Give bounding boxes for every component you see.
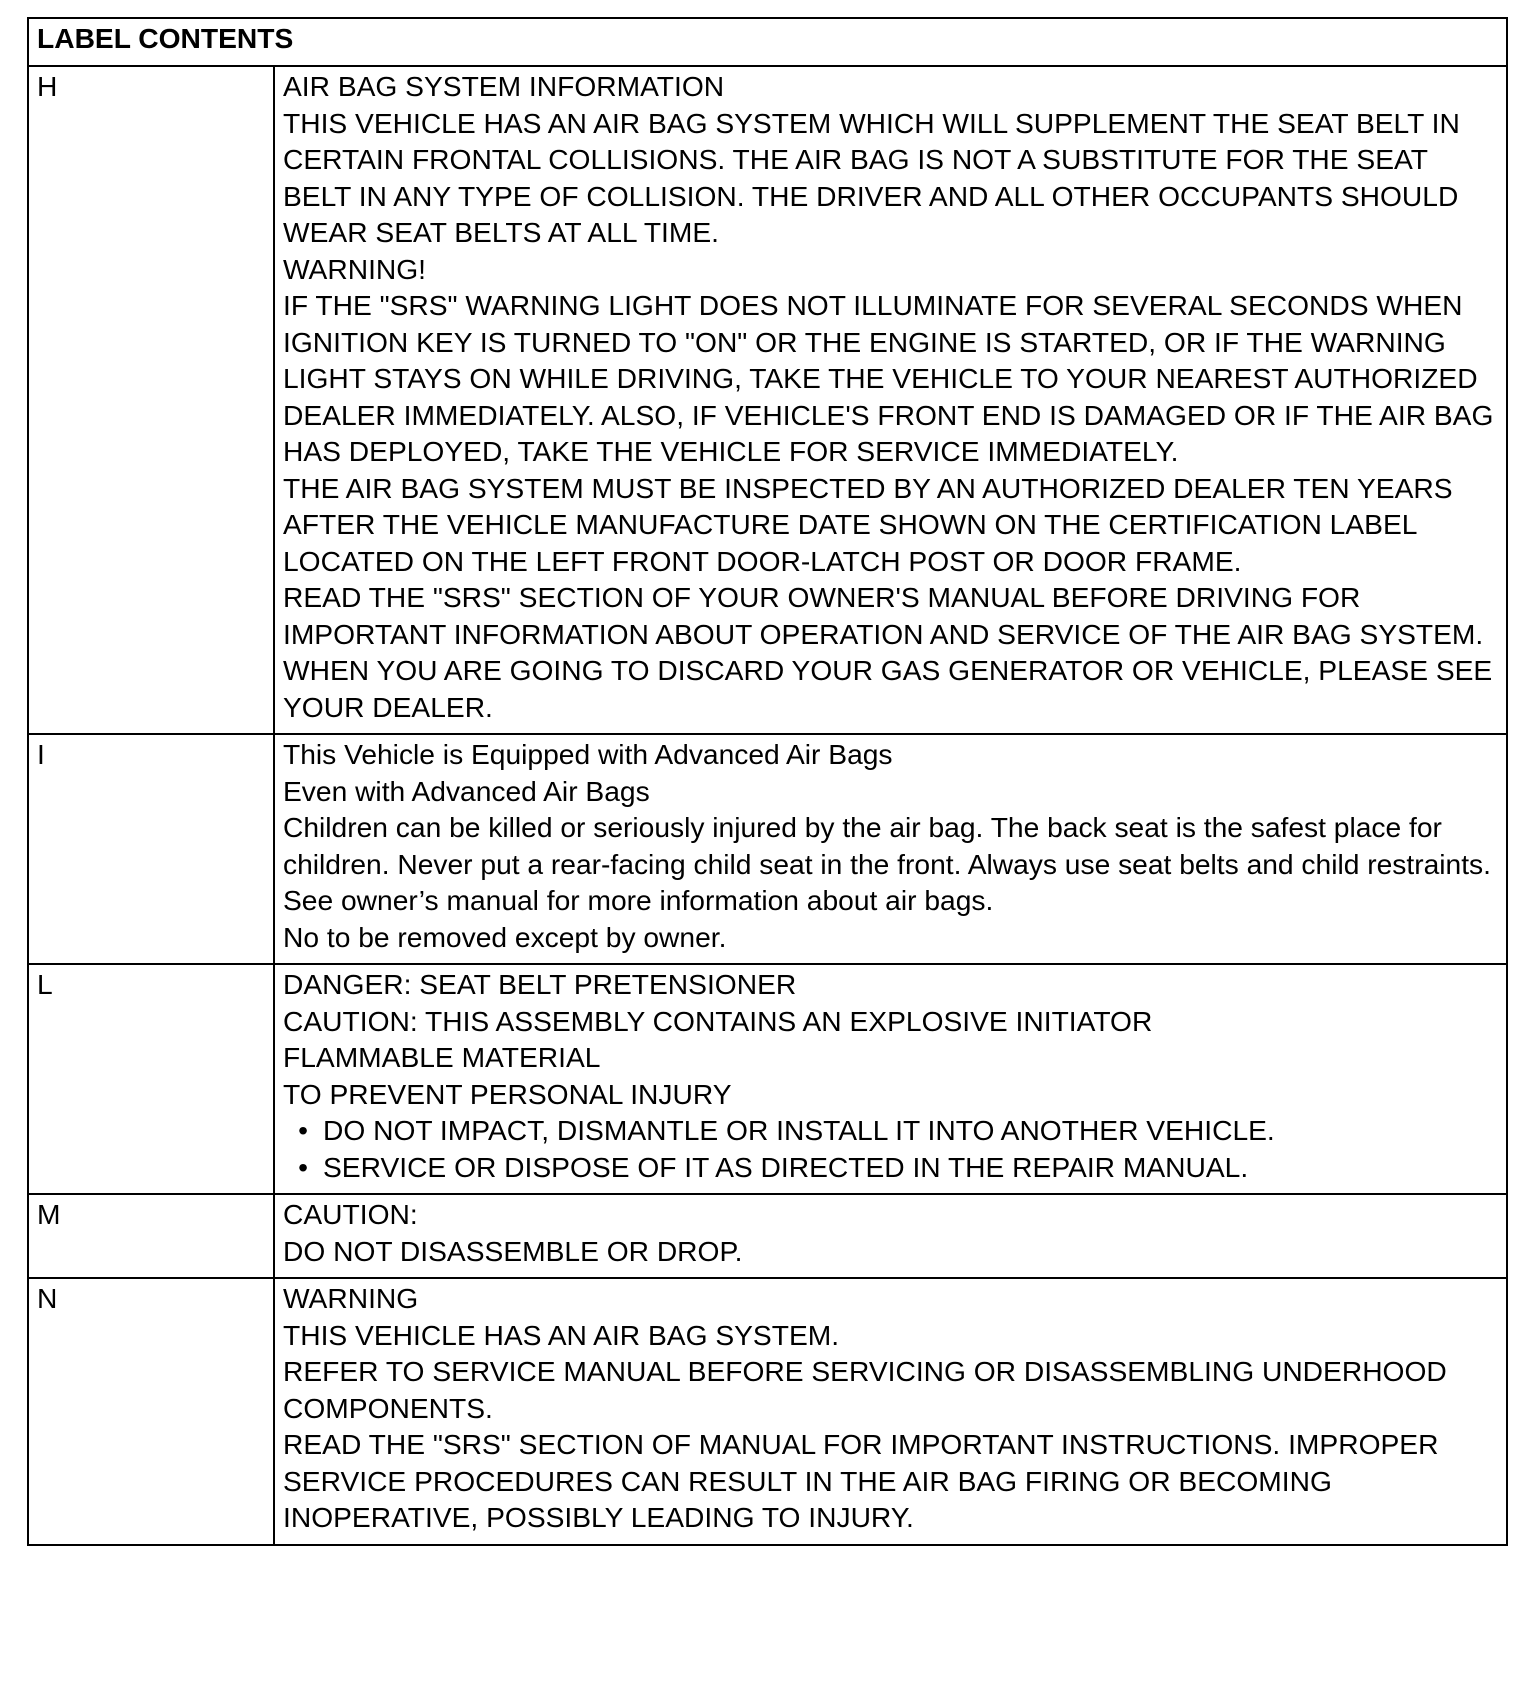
table-row [28,1194,1507,1278]
label-contents-cell [274,1194,1507,1278]
content-line: WARNING! [283,252,427,285]
content-line: This Vehicle is Equipped with Advanced Air Bags [283,738,893,770]
label-contents-cell [274,734,1507,964]
bullet-icon: • [298,1150,308,1183]
content-line: CAUTION: THIS ASSEMBLY CONTAINS AN EXPLOSIVE INITIATOR [283,1004,1153,1037]
content-line: No to be removed except by owner. [283,920,727,953]
table-header-row [28,18,1507,66]
bullet-item [283,1112,1498,1149]
content-line: TO PREVENT PERSONAL INJURY [283,1077,732,1110]
label-contents-cell [274,1278,1507,1545]
content-line: Even with Advanced Air Bags [283,774,650,807]
content-line: DANGER: SEAT BELT PRETENSIONER [283,968,797,1000]
table-row [28,964,1507,1194]
bullet-text: DO NOT IMPACT, DISMANTLE OR INSTALL IT INTO ANOTHER VEHICLE. [323,1114,1275,1146]
table-row [28,734,1507,964]
content-line: CAUTION: [283,1198,418,1230]
content-line: Children can be killed or seriously injured by the air bag. The back seat is the safest place for children. Never put a rear-facing child seat in the front. Always use seat belts and child restraints. [283,811,1491,880]
content-line: REFER TO SERVICE MANUAL BEFORE SERVICING OR DISASSEMBLING UNDERHOOD COMPONENTS. [283,1355,1447,1424]
content-line: DO NOT DISASSEMBLE OR DROP. [283,1234,743,1267]
label-contents-cell [274,964,1507,1194]
content-line: THIS VEHICLE HAS AN AIR BAG SYSTEM WHICH WILL SUPPLEMENT THE SEAT BELT IN CERTAIN FRONTAL COLLISIONS. THE AIR BAG IS NOT A SUBSTITUTE FOR THE SEAT BELT IN ANY TYPE OF COLLISION. THE DRIVER AND ALL OTHER OCCUPANTS SHOULD WEAR SEAT BELTS AT ALL TIME. [283,106,1460,248]
table-row [28,1278,1507,1545]
content-line: IF THE "SRS" WARNING LIGHT DOES NOT ILLUMINATE FOR SEVERAL SECONDS WHEN IGNITION KEY IS TURNED TO "ON" OR THE ENGINE IS STARTED, OR IF THE WARNING LIGHT STAYS ON WHILE DRIVING, TAKE THE VEHICLE TO YOUR NEAREST AUTHORIZED DEALER IMMEDIATELY. ALSO, IF VEHICLE'S FRONT END IS DAMAGED OR IF THE AIR BAG HAS DEPLOYED, TAKE THE VEHICLE FOR SERVICE IMMEDIATELY. [283,289,1494,467]
table-header: LABEL CONTENTS [28,18,1507,66]
content-line: WHEN YOU ARE GOING TO DISCARD YOUR GAS GENERATOR OR VEHICLE, PLEASE SEE YOUR DEALER. [283,654,1493,723]
label-contents-cell [274,66,1507,734]
label-id-cell: M [28,1194,274,1278]
content-line: THE AIR BAG SYSTEM MUST BE INSPECTED BY AN AUTHORIZED DEALER TEN YEARS AFTER THE VEHICLE MANUFACTURE DATE SHOWN ON THE CERTIFICATION LABEL LOCATED ON THE LEFT FRONT DOOR-LATCH POST OR DOOR FRAME. [283,471,1453,577]
content-line: AIR BAG SYSTEM INFORMATION [283,70,725,102]
content-line: THIS VEHICLE HAS AN AIR BAG SYSTEM. [283,1318,840,1351]
label-id-cell: H [28,66,274,734]
label-id-cell: N [28,1278,274,1545]
bullet-item [283,1149,1498,1186]
label-id-cell: L [28,964,274,1194]
content-line: READ THE "SRS" SECTION OF MANUAL FOR IMPORTANT INSTRUCTIONS. IMPROPER SERVICE PROCEDURES CAN RESULT IN THE AIR BAG FIRING OR BECOMING INOPERATIVE, POSSIBLY LEADING TO INJURY. [283,1428,1439,1533]
label-contents-table [27,17,1508,1546]
content-line: See owner’s manual for more information about air bags. [283,884,994,916]
label-id-cell: I [28,734,274,964]
table-row [28,66,1507,734]
content-line: WARNING [283,1282,419,1314]
content-line: FLAMMABLE MATERIAL [283,1041,601,1073]
bullet-text: SERVICE OR DISPOSE OF IT AS DIRECTED IN THE REPAIR MANUAL. [323,1150,1249,1183]
bullet-icon: • [298,1114,308,1146]
content-line: READ THE "SRS" SECTION OF YOUR OWNER'S MANUAL BEFORE DRIVING FOR IMPORTANT INFORMATION ABOUT OPERATION AND SERVICE OF THE AIR BAG SYSTEM. [283,581,1484,650]
